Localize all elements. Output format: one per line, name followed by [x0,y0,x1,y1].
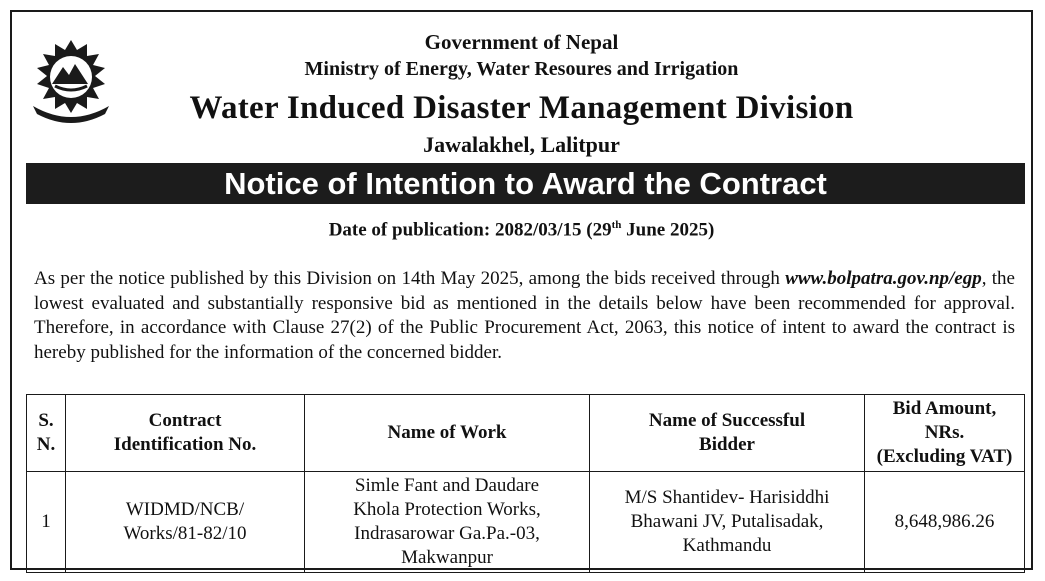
division-heading: Water Induced Disaster Management Division [189,90,854,126]
col-sn: S. N. [27,395,66,472]
location-heading: Jawalakhel, Lalitpur [423,132,620,157]
cell-sn: 1 [27,472,66,573]
notice-title-banner: Notice of Intention to Award the Contract [26,163,1025,204]
cell-amount: 8,648,986.26 [865,472,1025,573]
cell-contract-id: WIDMD/NCB/ Works/81-82/10 [66,472,305,573]
publication-date: Date of publication: 2082/03/15 (29th June 2025) [328,219,715,241]
col-contract-id: Contract Identification No. [66,395,305,472]
notice-frame [10,10,1033,570]
col-bidder: Name of Successful Bidder [590,395,865,472]
government-heading: Government of Nepal [424,30,619,54]
col-amount: Bid Amount, NRs. (Excluding VAT) [865,395,1025,472]
ministry-heading: Ministry of Energy, Water Resoures and Irrigation [304,58,739,80]
cell-bidder: M/S Shantidev- Harisiddhi Bhawani JV, Putalisadak, Kathmandu [590,472,865,573]
cell-work: Simle Fant and Daudare Khola Protection Works, Indrasarowar Ga.Pa.-03, Makwanpur [305,472,590,573]
award-table [26,394,1025,573]
notice-body: As per the notice published by this Division on 14th May 2025, among the bids received through www.bolpatra.gov.np/egp, the lowest evaluated and substantially responsive bid as mentioned in the details below have been recommended for approval. Therefore, in accordance with Clause 27(2) of the Public Procurement Act, 2063, this notice of intent to award the contract is hereby published for the information of the concerned bidder. [34,268,1015,363]
col-work: Name of Work [305,395,590,472]
bolpatra-url: www.bolpatra.gov.np/egp [785,268,982,289]
table-header-row [27,395,1025,472]
table-row [27,472,1025,573]
